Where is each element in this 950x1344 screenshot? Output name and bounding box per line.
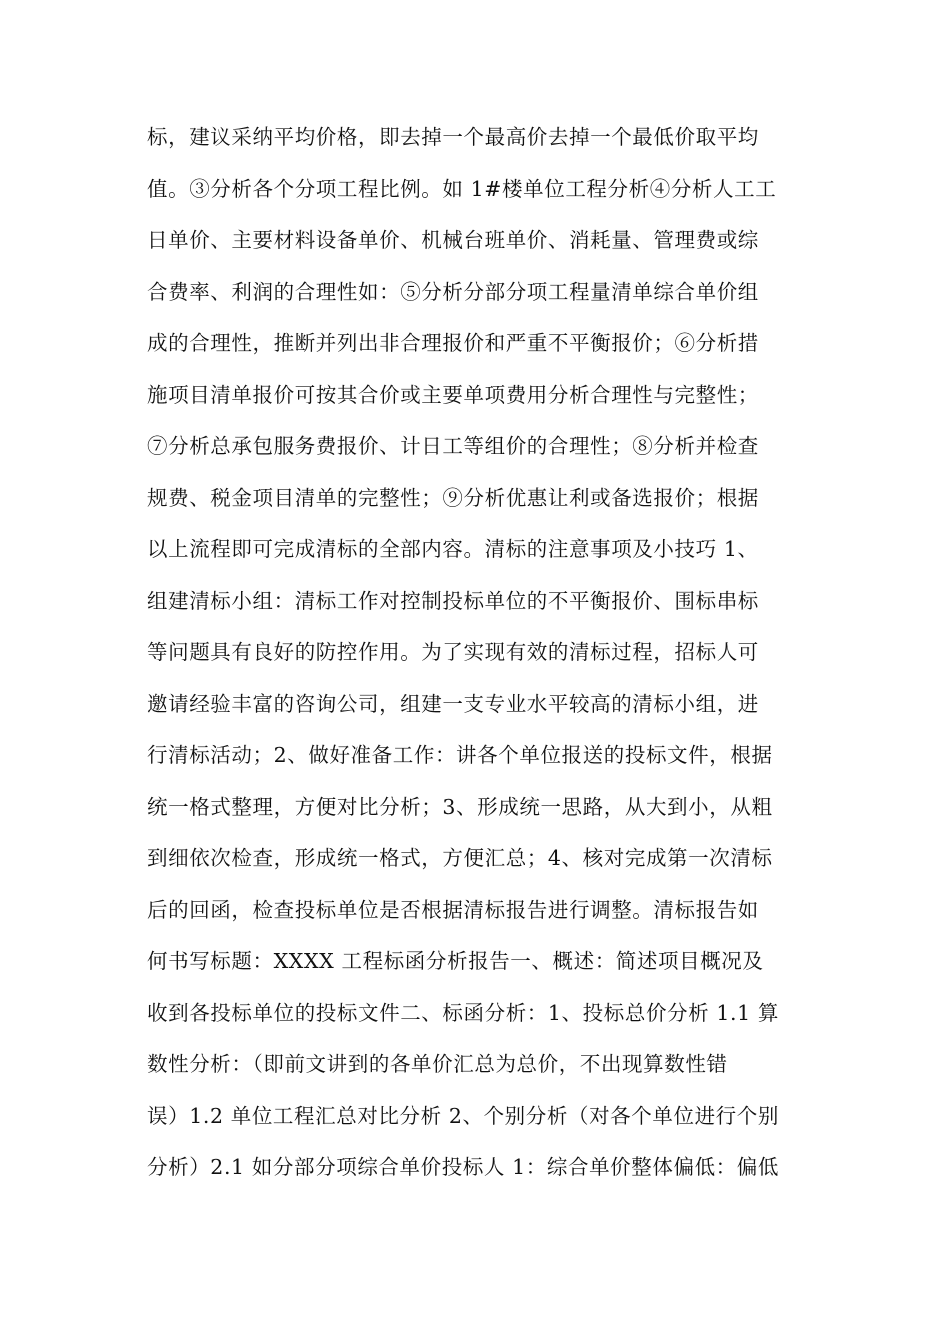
body-text xyxy=(147,117,807,1199)
text-line: 邀请经验丰富的咨询公司，组建一支专业水平较高的清标小组，进 xyxy=(147,691,759,716)
text-line: 标，建议采纳平均价格，即去掉一个最高价去掉一个最低价取平均 xyxy=(147,125,759,149)
text-line: 何书写标题：XXXX 工程标函分析报告一、概述：简述项目概况及 xyxy=(147,949,764,973)
text-line: 成的合理性，推断并列出非合理报价和严重不平衡报价；⑥分析措 xyxy=(147,331,759,355)
text-line: 行清标活动；2、做好准备工作：讲各个单位报送的投标文件，根据 xyxy=(147,743,773,767)
text-line: 到细依次检查，形成统一格式，方便汇总；4、核对完成第一次清标 xyxy=(147,846,773,870)
text-line: ⑦分析总承包服务费报价、计日工等组价的合理性；⑧分析并检查 xyxy=(147,434,759,458)
text-line: 值。③分析各个分项工程比例。如 1#楼单位工程分析④分析人工工 xyxy=(147,176,777,201)
text-line: 数性分析：（即前文讲到的各单价汇总为总价，不出现算数性错 xyxy=(147,1052,728,1076)
text-line: 以上流程即可完成清标的全部内容。清标的注意事项及小技巧 1、 xyxy=(147,537,759,561)
text-line: 收到各投标单位的投标文件二、标函分析：1、投标总价分析 1.1 算 xyxy=(147,1000,779,1025)
text-line: 规费、税金项目清单的完整性；⑨分析优惠让利或备选报价；根据 xyxy=(147,485,759,510)
text-line: 统一格式整理，方便对比分析；3、形成统一思路，从大到小，从粗 xyxy=(147,794,773,819)
text-line: 分析）2.1 如分部分项综合单价投标人 1：综合单价整体偏低：偏低 xyxy=(147,1155,779,1179)
text-line: 合费率、利润的合理性如：⑤分析分部分项工程量清单综合单价组 xyxy=(147,279,759,304)
text-line: 组建清标小组：清标工作对控制投标单位的不平衡报价、围标串标 xyxy=(147,588,759,613)
text-line: 等问题具有良好的防控作用。为了实现有效的清标过程，招标人可 xyxy=(147,640,759,664)
text-line: 误）1.2 单位工程汇总对比分析 2、个别分析（对各个单位进行个别 xyxy=(147,1103,779,1128)
text-line: 施项目清单报价可按其合价或主要单项费用分析合理性与完整性； xyxy=(147,382,759,407)
text-line: 日单价、主要材料设备单价、机械台班单价、消耗量、管理费或综 xyxy=(147,228,759,252)
text-line: 后的回函，检查投标单位是否根据清标报告进行调整。清标报告如 xyxy=(147,897,759,922)
